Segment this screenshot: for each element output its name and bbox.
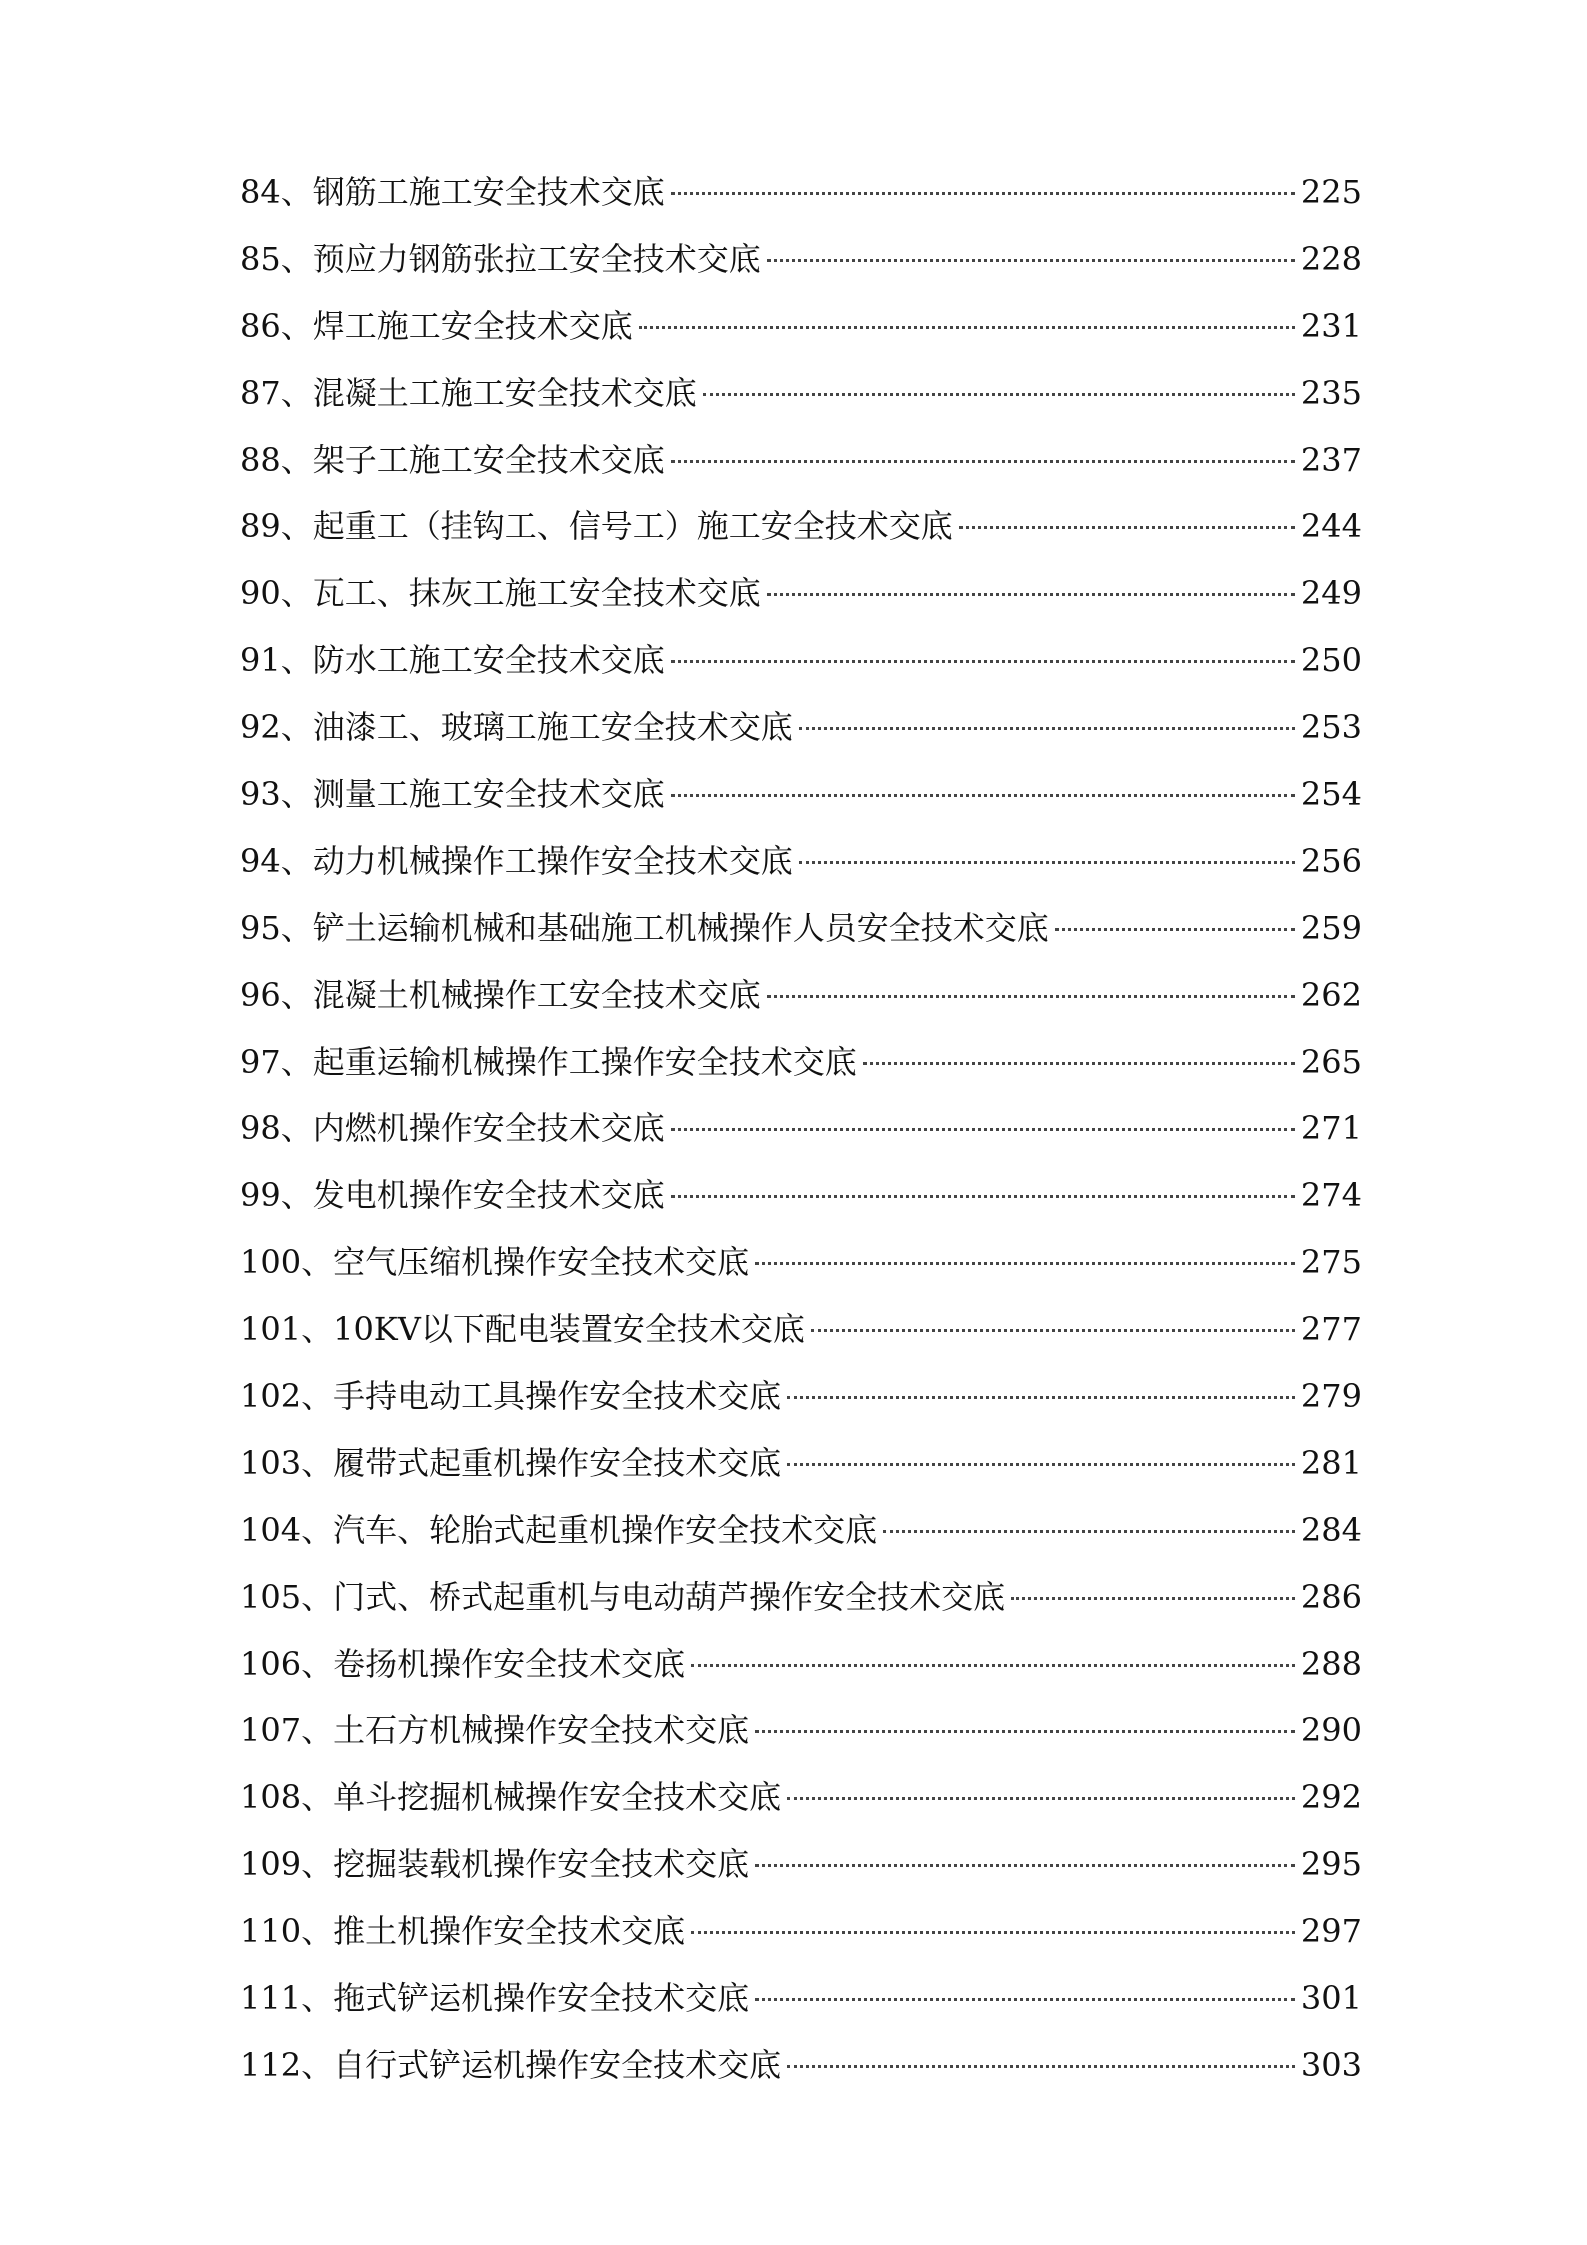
dot-leader <box>787 2065 1295 2068</box>
toc-entry[interactable] <box>240 493 1362 560</box>
toc-entry[interactable] <box>240 895 1362 962</box>
toc-entry-title: 90、瓦工、抹灰工施工安全技术交底 <box>240 574 761 613</box>
toc-entry[interactable] <box>240 1162 1362 1229</box>
dot-leader <box>671 660 1295 663</box>
toc-entry-title: 97、起重运输机械操作工操作安全技术交底 <box>240 1042 857 1081</box>
dot-leader <box>671 192 1295 195</box>
toc-entry-page: 274 <box>1300 1176 1362 1215</box>
toc-entry-title: 99、发电机操作安全技术交底 <box>240 1176 665 1215</box>
toc-entry-title: 112、自行式铲运机操作安全技术交底 <box>240 2045 782 2084</box>
toc-entry-page: 249 <box>1300 574 1362 613</box>
toc-entry-title: 100、空气压缩机操作安全技术交底 <box>240 1243 750 1282</box>
toc-entry-title: 106、卷扬机操作安全技术交底 <box>240 1644 686 1683</box>
toc-entry-page: 253 <box>1300 708 1362 747</box>
dot-leader <box>1055 928 1295 931</box>
dot-leader <box>671 1195 1295 1198</box>
toc-entry-page: 231 <box>1300 306 1362 345</box>
dot-leader <box>1011 1597 1295 1600</box>
toc-entry-page: 290 <box>1300 1711 1362 1750</box>
toc-entry-page: 286 <box>1300 1577 1362 1616</box>
toc-entry-title: 101、10KV以下配电装置安全技术交底 <box>240 1310 805 1349</box>
toc-entry[interactable] <box>240 1296 1362 1363</box>
dot-leader <box>691 1931 1295 1934</box>
toc-entry-page: 228 <box>1300 239 1362 278</box>
toc-entry-title: 109、挖掘装载机操作安全技术交底 <box>240 1845 750 1884</box>
toc-entry-page: 225 <box>1300 173 1362 211</box>
dot-leader <box>703 393 1295 396</box>
toc-entry-title: 95、铲土运输机械和基础施工机械操作人员安全技术交底 <box>240 908 1049 947</box>
toc-entry-page: 295 <box>1300 1845 1362 1884</box>
toc-entry-page: 275 <box>1300 1243 1362 1282</box>
toc-entry[interactable] <box>240 226 1362 293</box>
toc-entry[interactable] <box>240 1229 1362 1296</box>
toc-entry[interactable] <box>240 159 1362 226</box>
toc-entry[interactable] <box>240 1831 1362 1898</box>
toc-entry-title: 92、油漆工、玻璃工施工安全技术交底 <box>240 708 793 747</box>
dot-leader <box>799 861 1295 864</box>
toc-entry-page: 235 <box>1300 373 1362 412</box>
toc-entry[interactable] <box>240 2032 1362 2099</box>
toc-entry-page: 244 <box>1300 507 1362 546</box>
toc-entry-title: 96、混凝土机械操作工安全技术交底 <box>240 975 761 1014</box>
toc-entry[interactable] <box>240 1697 1362 1764</box>
toc-entry-title: 103、履带式起重机操作安全技术交底 <box>240 1443 782 1482</box>
toc-entry-title: 105、门式、桥式起重机与电动葫芦操作安全技术交底 <box>240 1577 1006 1616</box>
toc-entry-title: 93、测量工施工安全技术交底 <box>240 775 665 814</box>
dot-leader <box>811 1329 1295 1332</box>
dot-leader <box>755 1864 1295 1867</box>
table-of-contents <box>240 159 1362 2099</box>
dot-leader <box>755 1998 1295 2001</box>
dot-leader <box>767 593 1295 596</box>
toc-entry-page: 303 <box>1300 2045 1362 2084</box>
toc-entry-title: 104、汽车、轮胎式起重机操作安全技术交底 <box>240 1510 878 1549</box>
dot-leader <box>671 794 1295 797</box>
toc-entry-page: 259 <box>1300 908 1362 947</box>
toc-entry[interactable] <box>240 1898 1362 1965</box>
toc-entry-title: 85、预应力钢筋张拉工安全技术交底 <box>240 239 761 278</box>
toc-entry-title: 108、单斗挖掘机械操作安全技术交底 <box>240 1778 782 1817</box>
dot-leader <box>767 995 1295 998</box>
dot-leader <box>959 526 1295 529</box>
toc-entry[interactable] <box>240 293 1362 360</box>
dot-leader <box>767 259 1295 262</box>
toc-entry-title: 111、拖式铲运机操作安全技术交底 <box>240 1979 750 2018</box>
dot-leader <box>787 1797 1295 1800</box>
dot-leader <box>883 1530 1295 1533</box>
toc-entry[interactable] <box>240 1497 1362 1564</box>
toc-entry-page: 284 <box>1300 1510 1362 1549</box>
toc-entry-page: 237 <box>1300 440 1362 479</box>
dot-leader <box>787 1463 1295 1466</box>
toc-entry-page: 250 <box>1300 641 1362 680</box>
toc-entry[interactable] <box>240 1363 1362 1430</box>
toc-entry-title: 110、推土机操作安全技术交底 <box>240 1912 686 1951</box>
toc-entry[interactable] <box>240 962 1362 1029</box>
toc-entry-title: 107、土石方机械操作安全技术交底 <box>240 1711 750 1750</box>
toc-entry-title: 84、钢筋工施工安全技术交底 <box>240 173 665 211</box>
toc-entry[interactable] <box>240 1095 1362 1162</box>
toc-entry[interactable] <box>240 560 1362 627</box>
toc-entry-page: 288 <box>1300 1644 1362 1683</box>
toc-entry-page: 256 <box>1300 841 1362 880</box>
dot-leader <box>671 1128 1295 1131</box>
toc-entry-page: 301 <box>1300 1979 1362 2018</box>
toc-entry-title: 89、起重工（挂钩工、信号工）施工安全技术交底 <box>240 507 953 546</box>
toc-entry[interactable] <box>240 1631 1362 1698</box>
toc-entry[interactable] <box>240 828 1362 895</box>
toc-entry-page: 271 <box>1300 1109 1362 1148</box>
toc-entry-title: 87、混凝土工施工安全技术交底 <box>240 373 697 412</box>
dot-leader <box>755 1730 1295 1733</box>
toc-entry[interactable] <box>240 761 1362 828</box>
toc-entry-page: 281 <box>1300 1443 1362 1482</box>
toc-entry-title: 94、动力机械操作工操作安全技术交底 <box>240 841 793 880</box>
dot-leader <box>799 727 1295 730</box>
toc-entry-title: 91、防水工施工安全技术交底 <box>240 641 665 680</box>
toc-entry[interactable] <box>240 360 1362 427</box>
dot-leader <box>639 326 1295 329</box>
toc-entry-page: 292 <box>1300 1778 1362 1817</box>
toc-entry-title: 98、内燃机操作安全技术交底 <box>240 1109 665 1148</box>
toc-entry-page: 279 <box>1300 1377 1362 1416</box>
toc-entry[interactable] <box>240 427 1362 494</box>
toc-entry[interactable] <box>240 1029 1362 1096</box>
toc-entry[interactable] <box>240 1764 1362 1831</box>
toc-entry-title: 102、手持电动工具操作安全技术交底 <box>240 1377 782 1416</box>
toc-entry[interactable] <box>240 627 1362 694</box>
toc-entry-title: 88、架子工施工安全技术交底 <box>240 440 665 479</box>
dot-leader <box>691 1664 1295 1667</box>
toc-entry-page: 265 <box>1300 1042 1362 1081</box>
toc-entry-page: 277 <box>1300 1310 1362 1349</box>
toc-entry-page: 262 <box>1300 975 1362 1014</box>
toc-entry[interactable] <box>240 694 1362 761</box>
dot-leader <box>671 460 1295 463</box>
toc-entry-title: 86、焊工施工安全技术交底 <box>240 306 633 345</box>
dot-leader <box>863 1062 1295 1065</box>
toc-entry[interactable] <box>240 1430 1362 1497</box>
toc-entry-page: 297 <box>1300 1912 1362 1951</box>
toc-entry[interactable] <box>240 1965 1362 2032</box>
toc-entry-page: 254 <box>1300 775 1362 814</box>
dot-leader <box>755 1262 1295 1265</box>
dot-leader <box>787 1396 1295 1399</box>
toc-entry[interactable] <box>240 1564 1362 1631</box>
